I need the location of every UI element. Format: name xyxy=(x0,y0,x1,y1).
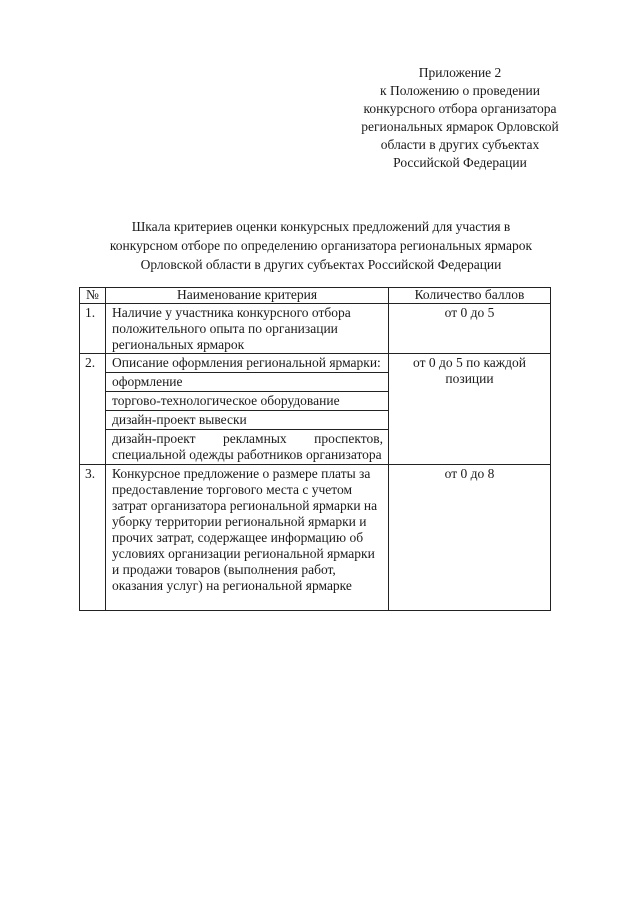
row-criterion: Конкурсное предложение о размере платы за предоставление торгового места с учетом затрат организатора региональной ярмарки на уборку территории региональной ярмарки и прочих затрат, содержащее информацию об условиях организации региональной ярмарки и продажи товаров (выполнения работ, оказания услуг) на региональной ярмарке xyxy=(106,465,389,611)
title-line: Орловской области в других субъектах Российской Федерации xyxy=(140,257,502,272)
appendix-line: Приложение 2 xyxy=(418,65,502,80)
criterion-subitem: дизайн-проект вывески xyxy=(106,410,388,429)
title-line: конкурсном отборе по определению организатора региональных ярмарок xyxy=(109,238,533,253)
row-points: от 0 до 8 xyxy=(389,465,551,611)
row-number: 3. xyxy=(80,465,106,611)
row-criterion: Наличие у участника конкурсного отбора положительного опыта по организации региональных ярмарок xyxy=(106,304,389,354)
criterion-subitem: дизайн-проект рекламных проспектов, специальной одежды работников организатора xyxy=(106,429,388,464)
appendix-line: Российской Федерации xyxy=(393,155,527,170)
appendix-line: конкурсного отбора организатора xyxy=(363,101,557,116)
table-row xyxy=(80,465,551,611)
criterion-subitem: оформление xyxy=(106,372,388,391)
title-line: Шкала критериев оценки конкурсных предложений для участия в xyxy=(131,219,511,234)
document-title xyxy=(76,217,566,274)
row-criterion: Описание оформления региональной ярмарки: xyxy=(112,355,381,370)
appendix-line: к Положению о проведении xyxy=(380,83,540,98)
row-number: 2. xyxy=(80,354,106,465)
header-number: № xyxy=(80,288,106,304)
table-header-row xyxy=(80,288,551,304)
header-points: Количество баллов xyxy=(389,288,551,304)
criteria-table xyxy=(79,287,551,611)
row-criterion-group xyxy=(106,354,389,465)
appendix-line: области в других субъектах xyxy=(380,137,540,152)
table-row xyxy=(80,304,551,354)
table-row xyxy=(80,354,551,465)
appendix-line: региональных ярмарок Орловской xyxy=(361,119,559,134)
header-criterion: Наименование критерия xyxy=(106,288,389,304)
row-points: от 0 до 5 xyxy=(389,304,551,354)
row-points: от 0 до 5 по каждой позиции xyxy=(389,354,551,465)
row-number: 1. xyxy=(80,304,106,354)
criterion-subitem: торгово-технологическое оборудование xyxy=(106,391,388,410)
appendix-header xyxy=(330,64,590,172)
